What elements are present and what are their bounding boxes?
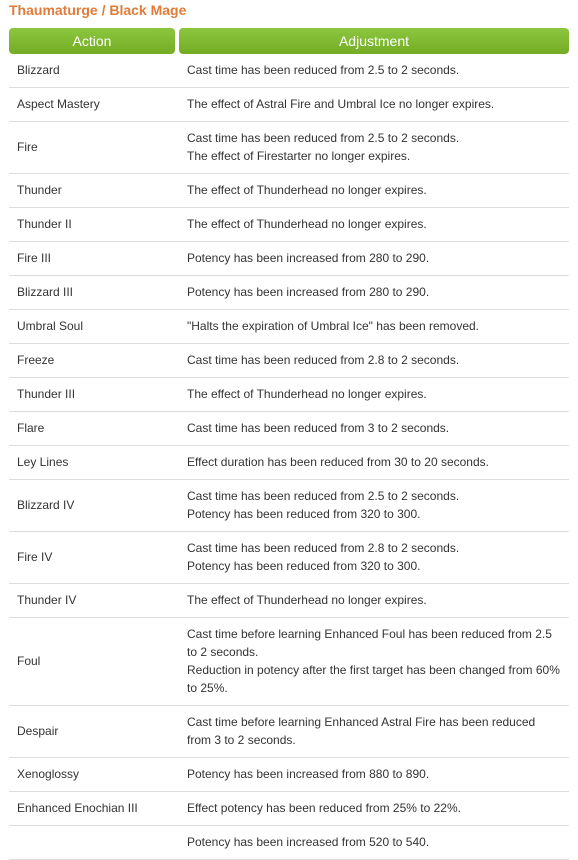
table-row <box>9 208 569 242</box>
table-row <box>9 706 569 758</box>
table-row <box>9 618 569 706</box>
action-name: Blizzard IV <box>17 498 75 512</box>
action-name: Fire IV <box>17 550 53 564</box>
adjustment-text <box>187 833 569 851</box>
adjustment-line: Cast time has been reduced from 2.8 to 2 seconds. <box>187 541 460 555</box>
table-row <box>9 54 569 88</box>
adjustment-line: The effect of Thunderhead no longer expires. <box>187 593 427 607</box>
adjustment-line: Reduction in potency after the first target has been changed from 60% to 25%. <box>187 663 560 695</box>
adjustment-line: Cast time has been reduced from 2.5 to 2 seconds. <box>187 131 460 145</box>
adjustment-text <box>187 181 569 199</box>
adjustment-text <box>187 129 569 165</box>
adjustment-line: Cast time has been reduced from 2.8 to 2 seconds. <box>187 353 460 367</box>
adjustment-line: The effect of Firestarter no longer expires. <box>187 149 411 163</box>
action-name: Xenoglossy <box>17 767 80 781</box>
action-name: Thunder II <box>17 217 72 231</box>
adjustment-text <box>187 351 569 369</box>
action-name: Freeze <box>17 353 55 367</box>
column-header-adjustment: Adjustment <box>179 28 569 54</box>
adjustment-line: Potency has been increased from 280 to 290. <box>187 251 430 265</box>
adjustment-line: "Halts the expiration of Umbral Ice" has been removed. <box>187 319 479 333</box>
adjustment-line: Cast time has been reduced from 3 to 2 seconds. <box>187 421 450 435</box>
action-name: Foul <box>17 654 41 668</box>
adjustment-text <box>187 249 569 267</box>
action-name: Thunder <box>17 183 62 197</box>
table-row <box>9 88 569 122</box>
table-row <box>9 826 569 860</box>
adjustment-line: Potency has been reduced from 320 to 300. <box>187 559 421 573</box>
table-row <box>9 344 569 378</box>
action-name: Ley Lines <box>17 455 69 469</box>
table-row <box>9 310 569 344</box>
adjustment-line: Potency has been increased from 280 to 290. <box>187 285 430 299</box>
table-row <box>9 446 569 480</box>
table-row <box>9 480 569 532</box>
action-name: Fire <box>17 140 38 154</box>
adjustment-line: Potency has been increased from 880 to 890. <box>187 767 430 781</box>
adjustment-text <box>187 419 569 437</box>
table-row <box>9 242 569 276</box>
column-header-action: Action <box>9 28 175 54</box>
adjustments-table <box>9 54 569 860</box>
adjustment-line: The effect of Thunderhead no longer expires. <box>187 387 427 401</box>
adjustment-line: The effect of Thunderhead no longer expires. <box>187 183 427 197</box>
action-name: Blizzard <box>17 63 60 77</box>
adjustment-line: The effect of Thunderhead no longer expires. <box>187 217 427 231</box>
adjustment-text <box>187 539 569 575</box>
page-title: Thaumaturge / Black Mage <box>9 2 187 18</box>
table-row <box>9 174 569 208</box>
action-name: Umbral Soul <box>17 319 84 333</box>
adjustment-text <box>187 799 569 817</box>
action-name: Aspect Mastery <box>17 97 100 111</box>
adjustment-text <box>187 95 569 113</box>
adjustment-text <box>187 487 569 523</box>
adjustment-line: Cast time has been reduced from 2.5 to 2 seconds. <box>187 63 460 77</box>
action-name: Thunder IV <box>17 593 77 607</box>
adjustment-text <box>187 713 569 749</box>
table-row <box>9 584 569 618</box>
adjustment-line: Potency has been increased from 520 to 540. <box>187 835 430 849</box>
adjustment-line: Cast time has been reduced from 2.5 to 2 seconds. <box>187 489 460 503</box>
adjustment-line: The effect of Astral Fire and Umbral Ice no longer expires. <box>187 97 495 111</box>
adjustment-text <box>187 385 569 403</box>
adjustment-line: Effect duration has been reduced from 30 to 20 seconds. <box>187 455 489 469</box>
adjustment-line: Potency has been reduced from 320 to 300. <box>187 507 421 521</box>
adjustment-text <box>187 283 569 301</box>
adjustment-text <box>187 215 569 233</box>
adjustment-line: Effect potency has been reduced from 25% to 22%. <box>187 801 461 815</box>
action-name: Thunder III <box>17 387 76 401</box>
table-row <box>9 378 569 412</box>
adjustment-text <box>187 317 569 335</box>
action-name: Enhanced Enochian III <box>17 801 138 815</box>
table-row <box>9 122 569 174</box>
table-row <box>9 412 569 446</box>
table-header <box>9 28 569 54</box>
adjustment-text <box>187 625 569 697</box>
action-name: Despair <box>17 724 59 738</box>
table-row <box>9 532 569 584</box>
adjustment-line: Cast time before learning Enhanced Astral Fire has been reduced from 3 to 2 seconds. <box>187 715 536 747</box>
table-row <box>9 758 569 792</box>
adjustment-line: Cast time before learning Enhanced Foul has been reduced from 2.5 to 2 seconds. <box>187 627 552 659</box>
adjustment-text <box>187 61 569 79</box>
adjustment-text <box>187 591 569 609</box>
adjustment-text <box>187 453 569 471</box>
action-name: Flare <box>17 421 45 435</box>
action-name: Fire III <box>17 251 52 265</box>
action-name: Blizzard III <box>17 285 74 299</box>
table-row <box>9 276 569 310</box>
adjustment-text <box>187 765 569 783</box>
table-row <box>9 792 569 826</box>
